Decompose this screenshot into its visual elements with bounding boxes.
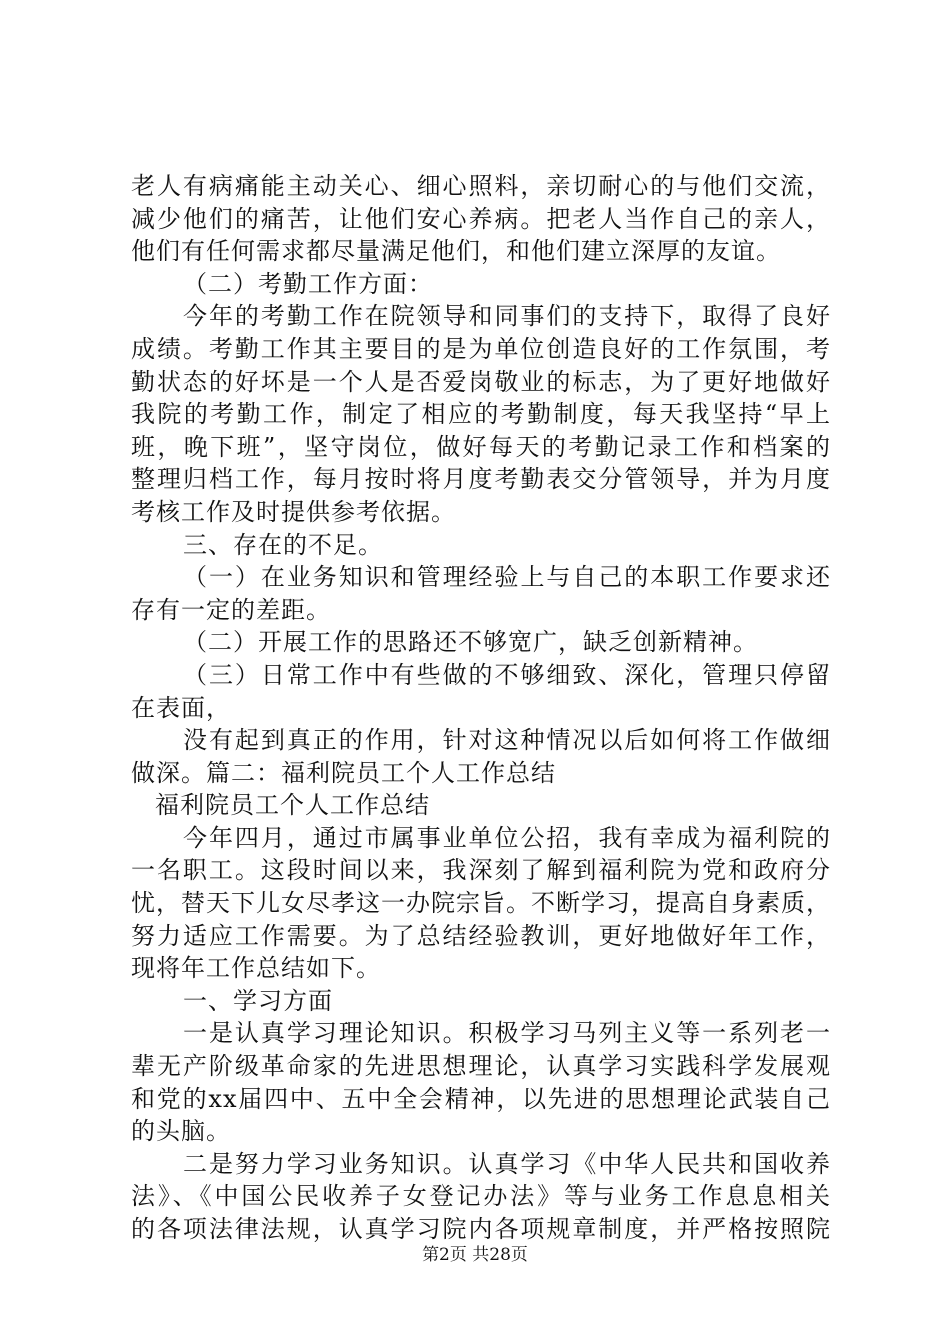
- text-line: 和党的xx届四中、五中全会精神，以先进的思想理论武装自己: [131, 1084, 831, 1113]
- text-line: （二）开展工作的思路还不够宽广，缺乏创新精神。: [183, 628, 758, 657]
- text-line: 三、存在的不足。: [183, 530, 383, 559]
- text-line: （三）日常工作中有些做的不够细致、深化，管理只停留: [183, 660, 831, 689]
- text-line: 今年的考勤工作在院领导和同事们的支持下，取得了良好: [183, 302, 831, 331]
- text-line: 整理归档工作，每月按时将月度考勤表交分管领导，并为月度: [131, 465, 831, 494]
- text-line: 今年四月，通过市属事业单位公招，我有幸成为福利院的: [183, 823, 831, 852]
- text-line: 在表面，: [131, 693, 231, 722]
- text-line: 减少他们的痛苦，让他们安心养病。把老人当作自己的亲人，: [131, 204, 831, 233]
- text-line: 现将年工作总结如下。: [131, 954, 381, 983]
- text-line: 考核工作及时提供参考依据。: [131, 497, 456, 526]
- page-footer: 第2页 共28页: [422, 1245, 528, 1265]
- text-line: 的头脑。: [131, 1117, 231, 1146]
- text-line: 没有起到真正的作用，针对这种情况以后如何将工作做细: [183, 726, 831, 755]
- text-line: 的各项法律法规，认真学习院内各项规章制度，并严格按照院: [131, 1215, 831, 1243]
- text-line: 一、学习方面: [183, 986, 333, 1015]
- text-line: 做深。篇二：福利院员工个人工作总结: [131, 758, 556, 787]
- text-line: 辈无产阶级革命家的先进思想理论，认真学习实践科学发展观: [131, 1052, 831, 1081]
- text-line: 我院的考勤工作，制定了相应的考勤制度，每天我坚持“早上: [131, 400, 831, 429]
- text-line: 他们有任何需求都尽量满足他们，和他们建立深厚的友谊。: [131, 237, 781, 266]
- text-line: 福利院员工个人工作总结: [155, 791, 430, 820]
- text-line: 法》、《中国公民收养子女登记办法》等与业务工作息息相关: [131, 1182, 831, 1211]
- text-line: （一）在业务知识和管理经验上与自己的本职工作要求还: [183, 563, 831, 592]
- document-body: [131, 170, 831, 1246]
- text-line: 老人有病痛能主动关心、细心照料，亲切耐心的与他们交流，: [131, 172, 831, 200]
- text-line: 一是认真学习理论知识。积极学习马列主义等一系列老一: [183, 1019, 831, 1048]
- text-line: 二是努力学习业务知识。认真学习《中华人民共和国收养: [183, 1149, 831, 1178]
- text-line: 存有一定的差距。: [131, 595, 331, 624]
- text-line: 努力适应工作需要。为了总结经验教训，更好地做好年工作，: [131, 921, 831, 950]
- text-line: 成绩。考勤工作其主要目的是为单位创造良好的工作氛围，考: [131, 334, 831, 363]
- text-line: 忧，替天下儿女尽孝这一办院宗旨。不断学习，提高自身素质，: [131, 889, 831, 918]
- text-line: 一名职工。这段时间以来，我深刻了解到福利院为党和政府分: [131, 856, 831, 885]
- text-line: 勤状态的好坏是一个人是否爱岗敬业的标志，为了更好地做好: [131, 367, 831, 396]
- text-line: 班，晚下班”，坚守岗位，做好每天的考勤记录工作和档案的: [131, 432, 831, 461]
- text-line: （二）考勤工作方面：: [183, 269, 433, 298]
